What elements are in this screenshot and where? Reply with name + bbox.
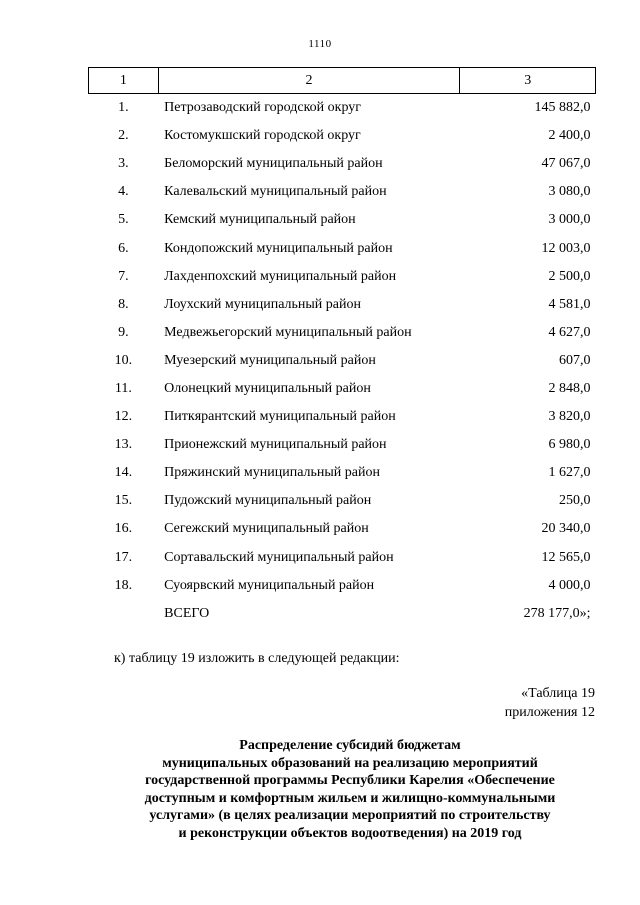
row-amount: 3 000,0: [548, 212, 591, 228]
heading-line: и реконструкции объектов водоотведения) на 2019 год: [178, 825, 522, 841]
table-row: [89, 600, 596, 628]
table-row: [89, 291, 596, 319]
row-number: [89, 600, 159, 628]
table-row: [89, 122, 596, 150]
row-number: 5.: [118, 212, 129, 228]
row-number: 12.: [114, 409, 133, 425]
caption-line-2: приложения 12: [504, 705, 595, 720]
row-amount: 1 627,0: [548, 465, 591, 481]
subsidy-table: [88, 67, 596, 628]
row-number: 8.: [118, 296, 129, 312]
table-row: [89, 150, 596, 178]
table-row: [89, 347, 596, 375]
row-municipality: ВСЕГО: [164, 605, 210, 621]
row-amount: 607,0: [559, 352, 591, 368]
row-municipality: Кондопожский муниципальный район: [164, 240, 393, 256]
row-amount: 3 080,0: [548, 184, 591, 200]
table-body: [89, 94, 596, 628]
row-municipality: Кемский муниципальный район: [164, 212, 356, 228]
row-municipality: Лоухский муниципальный район: [164, 296, 361, 312]
row-municipality: Суоярвский муниципальный район: [164, 577, 375, 593]
row-number: 11.: [114, 380, 132, 396]
row-amount: 6 980,0: [548, 437, 591, 453]
row-municipality: Калевальский муниципальный район: [164, 184, 387, 200]
table-row: [89, 459, 596, 487]
table-row: [89, 403, 596, 431]
row-amount: 3 820,0: [548, 409, 591, 425]
document-heading: [60, 737, 640, 842]
row-municipality: Питкярантский муниципальный район: [164, 409, 396, 425]
row-municipality: Сегежский муниципальный район: [164, 521, 369, 537]
row-amount: 250,0: [559, 493, 591, 509]
heading-line: государственной программы Республики Карелия «Обеспечение: [145, 773, 555, 788]
table-row: [89, 206, 596, 234]
row-municipality: Медвежьегорский муниципальный район: [164, 324, 412, 340]
row-amount: 12 003,0: [541, 240, 591, 256]
row-number: 7.: [118, 268, 129, 284]
table-row: [89, 515, 596, 543]
table-caption: [505, 684, 595, 722]
row-municipality: Лахденпохский муниципальный район: [164, 268, 397, 284]
table-row: [89, 572, 596, 600]
header-col-2: 2: [158, 68, 460, 94]
table-row: [89, 178, 596, 206]
row-municipality: Костомукшский городской округ: [164, 128, 361, 144]
row-municipality: Пряжинский муниципальный район: [164, 465, 380, 481]
row-amount: 4 627,0: [548, 324, 591, 340]
table-row: [89, 544, 596, 572]
row-number: 18.: [114, 577, 133, 593]
row-amount: 47 067,0: [541, 156, 591, 172]
row-amount: 2 848,0: [548, 380, 591, 396]
row-number: 9.: [118, 324, 129, 340]
table-row: [89, 94, 596, 123]
row-amount: 145 882,0: [534, 100, 591, 116]
table-row: [89, 487, 596, 515]
row-number: 15.: [114, 493, 133, 509]
row-amount: 278 177,0»;: [523, 605, 591, 621]
table-row: [89, 263, 596, 291]
row-number: 16.: [114, 521, 133, 537]
row-amount: 20 340,0: [541, 521, 591, 537]
heading-line: доступным и комфортным жильем и жилищно-коммунальными: [144, 790, 556, 806]
row-amount: 12 565,0: [541, 549, 591, 565]
table-row: [89, 234, 596, 262]
heading-line: Распределение субсидий бюджетам: [239, 738, 461, 753]
row-number: 14.: [114, 465, 133, 481]
row-municipality: Прионежский муниципальный район: [164, 437, 387, 453]
heading-line: муниципальных образований на реализацию мероприятий: [162, 755, 538, 771]
row-municipality: Петрозаводский городской округ: [164, 100, 362, 116]
row-number: 10.: [114, 352, 133, 368]
header-col-3: 3: [460, 68, 596, 94]
row-number: 3.: [118, 156, 129, 172]
row-municipality: Пудожский муниципальный район: [164, 493, 372, 509]
row-amount: 4 581,0: [548, 296, 591, 312]
page-number: 1110: [308, 38, 332, 50]
row-amount: 4 000,0: [548, 577, 591, 593]
row-amount: 2 500,0: [548, 268, 591, 284]
instruction-text: к) таблицу 19 изложить в следующей редакции:: [114, 651, 400, 666]
table-header: [89, 68, 596, 94]
table-row: [89, 375, 596, 403]
heading-line: услугами» (в целях реализации мероприятий по строительству: [149, 808, 551, 823]
row-amount: 2 400,0: [548, 128, 591, 144]
row-municipality: Муезерский муниципальный район: [164, 352, 376, 368]
row-number: 6.: [118, 240, 129, 256]
row-number: 13.: [114, 437, 133, 453]
row-number: 2.: [118, 128, 129, 144]
caption-line-1: «Таблица 19: [521, 686, 595, 701]
table-row: [89, 431, 596, 459]
row-number: 4.: [118, 184, 129, 200]
row-number: 17.: [114, 549, 133, 565]
row-municipality: Беломорский муниципальный район: [164, 156, 383, 172]
row-number: 1.: [118, 100, 129, 116]
table-row: [89, 319, 596, 347]
row-municipality: Сортавальский муниципальный район: [164, 549, 394, 565]
row-municipality: Олонецкий муниципальный район: [164, 380, 371, 396]
header-col-1: 1: [89, 68, 159, 94]
